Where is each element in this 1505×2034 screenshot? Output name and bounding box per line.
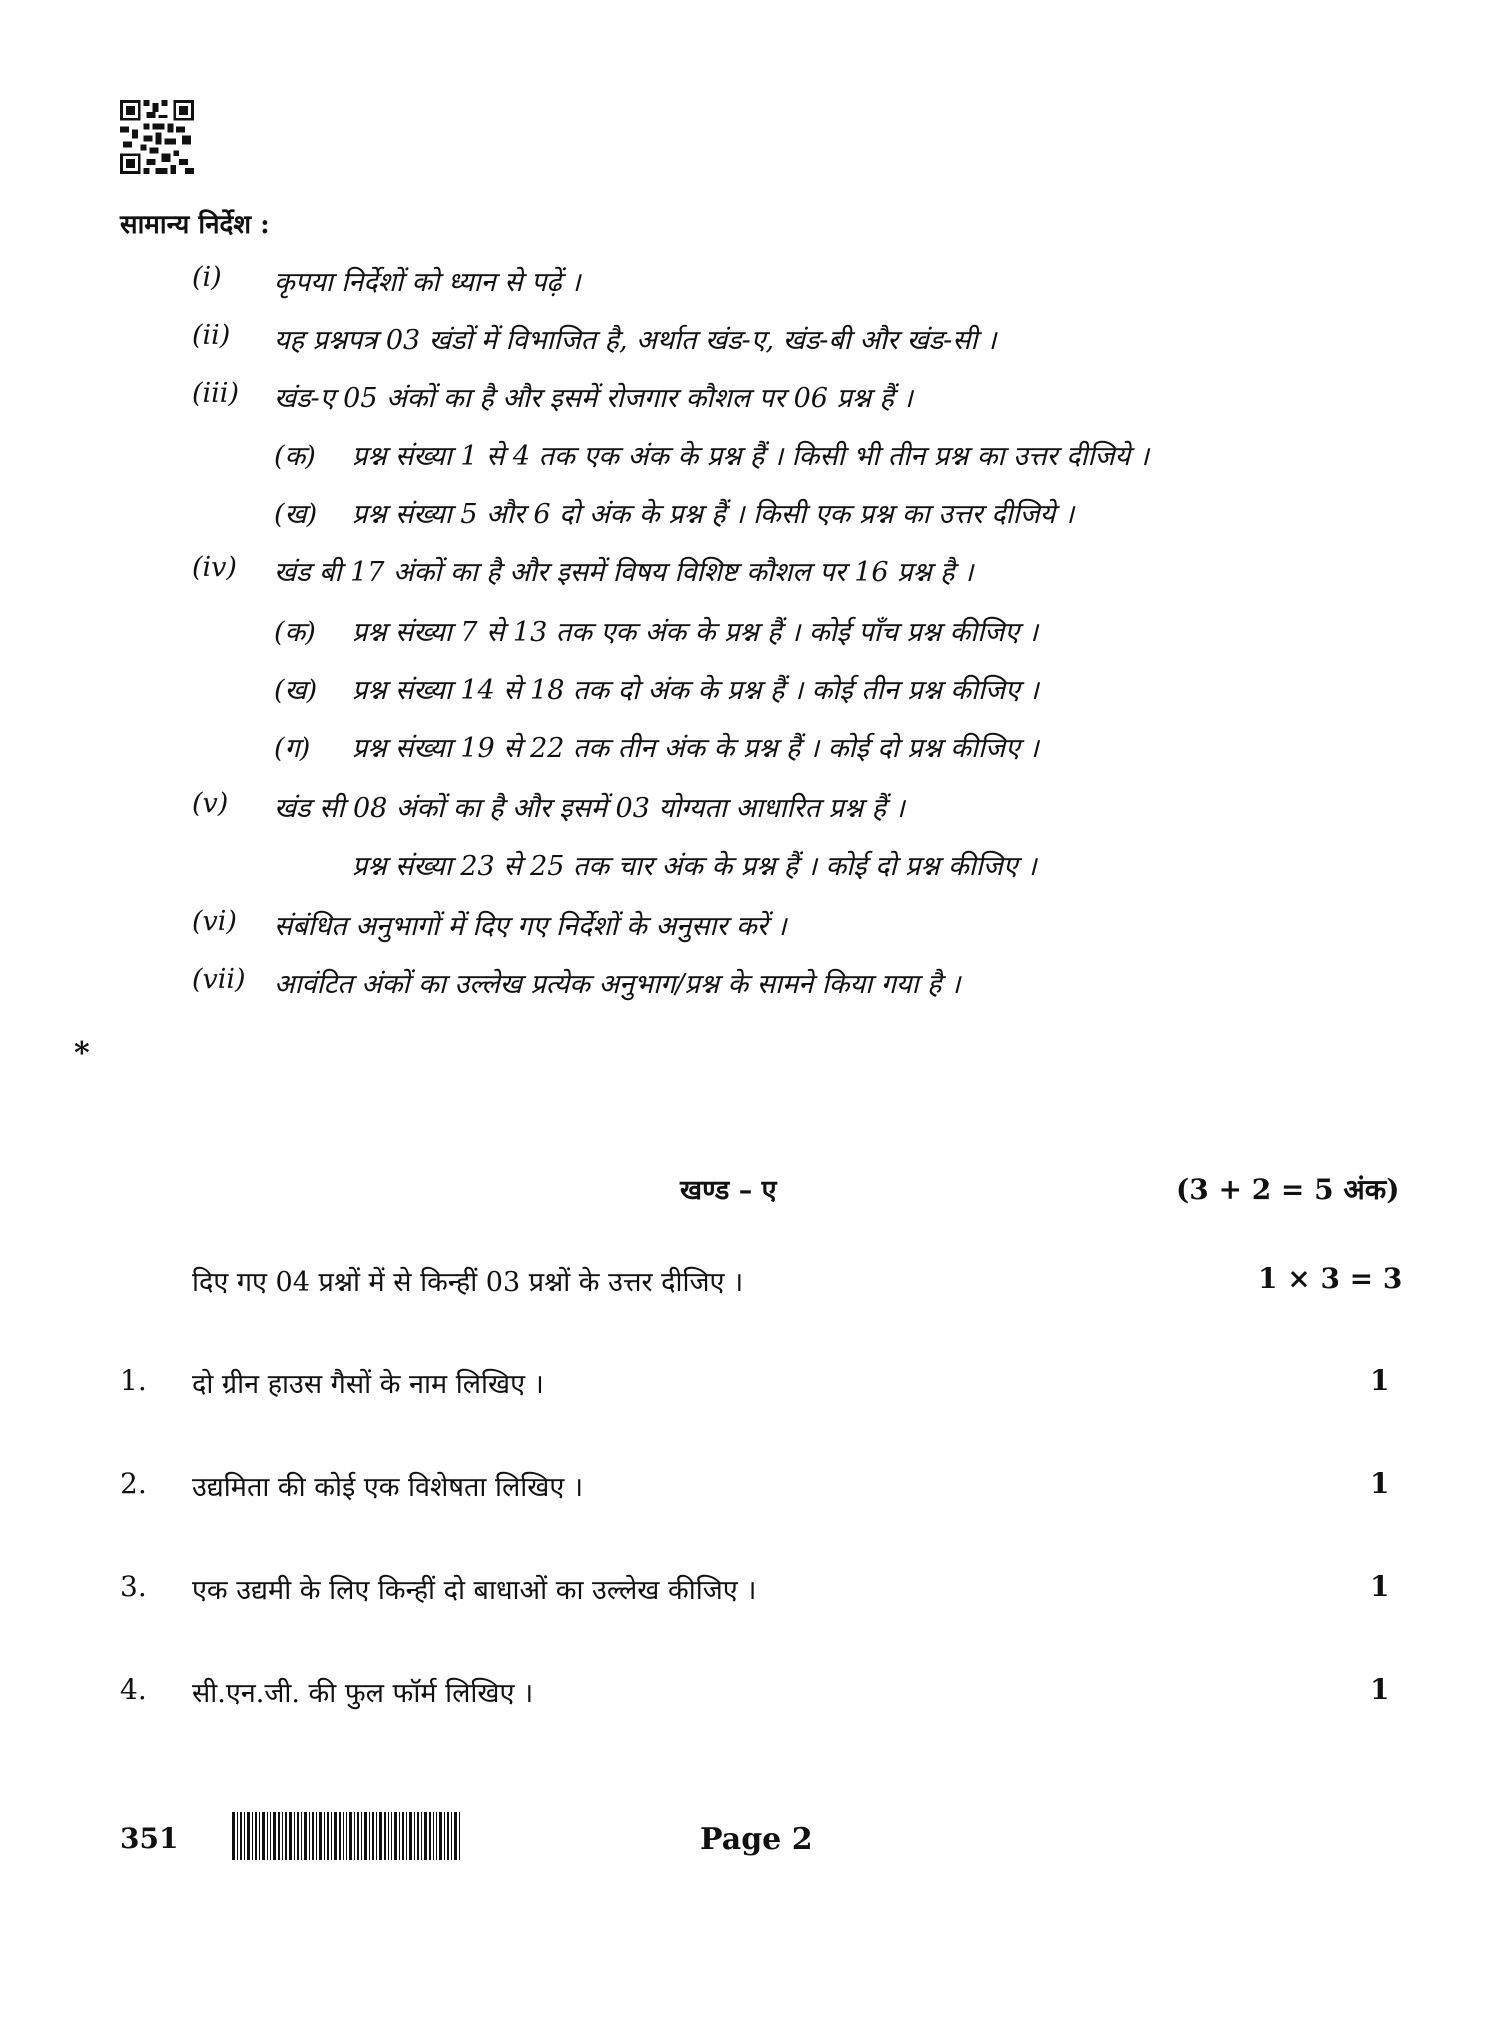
instruction-text: खंड बी 17 अंकों का है और इसमें विषय विशिष्ट कौशल पर 16 प्रश्न है । — [274, 557, 974, 588]
question-text: एक उद्यमी के लिए किन्हीं दो बाधाओं का उल्लेख कीजिए । — [192, 1575, 757, 1606]
question-marks: 1 — [1370, 1364, 1390, 1397]
instruction-number: (iv) — [192, 552, 237, 583]
instructions-heading: सामान्य निर्देश : — [120, 210, 270, 240]
asterisk-mark: * — [74, 1036, 90, 1071]
instruction-number: (v) — [192, 788, 229, 819]
barcode-icon — [232, 1812, 460, 1860]
question-marks: 1 — [1370, 1673, 1390, 1706]
instruction-number: (क) — [274, 617, 316, 648]
section-marks: (3 + 2 = 5 अंक) — [1176, 1173, 1400, 1206]
instruction-number: (vii) — [192, 964, 246, 995]
instruction-number: (ख) — [274, 675, 318, 706]
question-number: 4. — [120, 1673, 147, 1706]
instruction-text: खंड-ए 05 अंकों का है और इसमें रोजगार कौशल पर 06 प्रश्न हैं । — [274, 383, 913, 414]
instruction-number: (vi) — [192, 906, 237, 937]
question-number: 2. — [120, 1467, 147, 1500]
question-text: दो ग्रीन हाउस गैसों के नाम लिखिए । — [192, 1369, 544, 1400]
instruction-number: (ग) — [274, 733, 311, 764]
instruction-text: प्रश्न संख्या 14 से 18 तक दो अंक के प्रश्न हैं । कोई तीन प्रश्न कीजिए । — [352, 675, 1039, 706]
question-text: उद्यमिता की कोई एक विशेषता लिखिए । — [192, 1472, 584, 1503]
instruction-text: कृपया निर्देशों को ध्यान से पढ़ें । — [274, 267, 581, 298]
instruction-text: खंड सी 08 अंकों का है और इसमें 03 योग्यता आधारित प्रश्न हैं । — [274, 793, 905, 824]
question-marks: 1 — [1370, 1467, 1390, 1500]
question-number: 3. — [120, 1570, 147, 1603]
instruction-text: आवंटित अंकों का उल्लेख प्रत्येक अनुभाग/प्रश्न के सामने किया गया है । — [274, 969, 961, 1000]
section-title: खण्ड – ए — [680, 1175, 777, 1206]
page-number: Page 2 — [700, 1822, 813, 1857]
question-number: 1. — [120, 1364, 147, 1397]
qr-code-icon — [120, 100, 194, 174]
instruction-number: (iii) — [192, 378, 239, 409]
section-instruction-marks: 1 × 3 = 3 — [1258, 1262, 1403, 1295]
instruction-text: संबंधित अनुभागों में दिए गए निर्देशों के अनुसार करें । — [274, 911, 787, 942]
instruction-number: (क) — [274, 441, 316, 472]
instruction-text: प्रश्न संख्या 1 से 4 तक एक अंक के प्रश्न हैं । किसी भी तीन प्रश्न का उत्तर दीजिये । — [352, 441, 1149, 472]
instruction-text: प्रश्न संख्या 5 और 6 दो अंक के प्रश्न हैं । किसी एक प्रश्न का उत्तर दीजिये । — [352, 499, 1075, 530]
instruction-text: प्रश्न संख्या 19 से 22 तक तीन अंक के प्रश्न हैं । कोई दो प्रश्न कीजिए । — [352, 733, 1039, 764]
instruction-number: (ii) — [192, 320, 231, 351]
question-marks: 1 — [1370, 1570, 1390, 1603]
instruction-text: प्रश्न संख्या 7 से 13 तक एक अंक के प्रश्न हैं । कोई पाँच प्रश्न कीजिए । — [352, 617, 1039, 648]
paper-code: 351 — [120, 1822, 179, 1855]
instruction-number: (i) — [192, 262, 222, 293]
section-instruction: दिए गए 04 प्रश्नों में से किन्हीं 03 प्रश्नों के उत्तर दीजिए । — [192, 1267, 744, 1298]
instruction-text: प्रश्न संख्या 23 से 25 तक चार अंक के प्रश्न हैं । कोई दो प्रश्न कीजिए । — [352, 851, 1037, 882]
question-text: सी.एन.जी. की फुल फॉर्म लिखिए । — [192, 1678, 534, 1709]
instruction-text: यह प्रश्नपत्र 03 खंडों में विभाजित है, अर्थात खंड-ए, खंड-बी और खंड-सी । — [274, 325, 997, 356]
instruction-number: (ख) — [274, 499, 318, 530]
